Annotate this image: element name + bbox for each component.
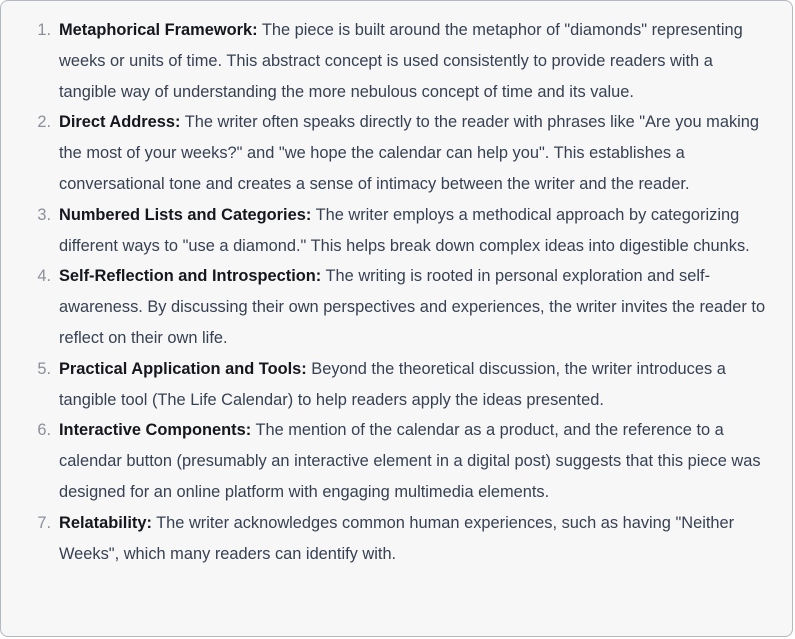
item-number: 6. xyxy=(37,421,51,440)
item-title: Self-Reflection and Introspection: xyxy=(59,267,322,286)
item-title: Numbered Lists and Categories: xyxy=(59,205,312,224)
item-text: Beyond the theoretical discussion, the writer introduces a tangible tool (The Life Calendar) to help readers apply the ideas presented. xyxy=(59,359,726,409)
item-number: 2. xyxy=(37,113,51,132)
item-text: The writer acknowledges common human experiences, such as having "Neither Weeks", which many readers can identify with. xyxy=(59,513,735,563)
numbered-list xyxy=(1,1,792,569)
list-item xyxy=(1,15,772,107)
list-item xyxy=(1,508,772,570)
item-number: 7. xyxy=(37,513,51,532)
list-item xyxy=(1,200,772,262)
item-number: 3. xyxy=(37,205,51,224)
list-item xyxy=(1,354,772,416)
list-item xyxy=(1,107,772,199)
item-title: Relatability: xyxy=(59,513,152,532)
item-number: 5. xyxy=(37,359,51,378)
item-number: 4. xyxy=(37,267,51,286)
item-text: The writer employs a methodical approach by categorizing different ways to "use a diamond." This helps break down complex ideas into digestible chunks. xyxy=(59,205,750,255)
item-text: The writing is rooted in personal exploration and self-awareness. By discussing their own perspectives and experiences, the writer invites the reader to reflect on their own life. xyxy=(59,267,766,347)
item-text: The mention of the calendar as a product, and the reference to a calendar button (presumably an interactive element in a digital post) suggests that this piece was designed for an online platform with engaging multimedia elements. xyxy=(59,421,761,501)
list-item xyxy=(1,261,772,353)
item-text: The writer often speaks directly to the reader with phrases like "Are you making the most of your weeks?" and "we hope the calendar can help you". This establishes a conversational tone and creates a sense of intimacy between the writer and the reader. xyxy=(59,113,760,193)
item-title: Practical Application and Tools: xyxy=(59,359,307,378)
item-title: Metaphorical Framework: xyxy=(59,21,258,39)
item-title: Direct Address: xyxy=(59,113,181,132)
item-title: Interactive Components: xyxy=(59,421,252,440)
list-item xyxy=(1,415,772,507)
item-text: The piece is built around the metaphor of "diamonds" representing weeks or units of time. This abstract concept is used consistently to provide readers with a tangible way of understanding the more nebulous concept of time and its value. xyxy=(59,21,743,101)
item-number: 1. xyxy=(37,21,51,39)
